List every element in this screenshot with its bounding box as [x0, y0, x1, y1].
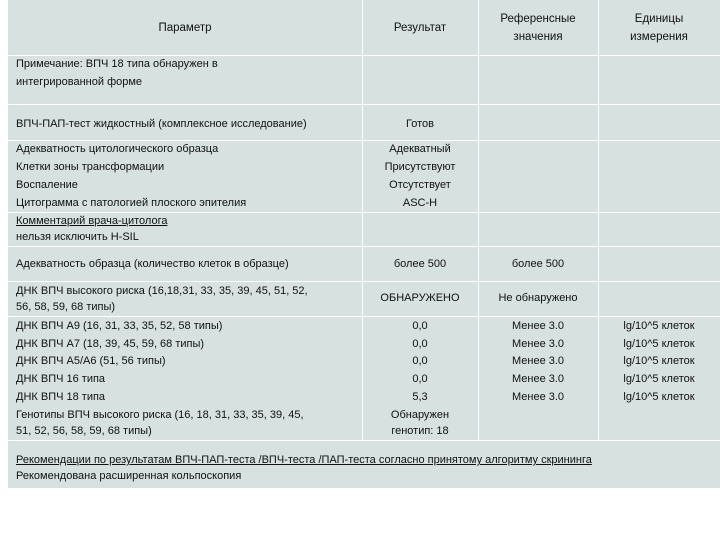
note-line-1: Примечание: ВПЧ 18 типа обнаружен в [16, 58, 218, 70]
hpv-row-unit: lg/10^5 клеток [623, 391, 695, 403]
genotypes-result: генотип: 18 [391, 425, 449, 437]
comment-title: Комментарий врача-цитолога [16, 215, 168, 227]
hpv-row-result: 0,0 [412, 373, 428, 385]
hpv-row-result: 0,0 [412, 338, 428, 350]
header-units: Единицы измерения [630, 13, 688, 43]
genotypes-param: Генотипы ВПЧ высокого риска (16, 18, 31, 33, 35, 39, 45, [16, 409, 304, 421]
cytology-param: Адекватность цитологического образца [16, 143, 219, 155]
adequacy-param: Адекватность образца (количество клеток в образце) [16, 258, 289, 270]
hpv-row-unit: lg/10^5 клеток [623, 338, 695, 350]
hpv-high-reference: Не обнаружено [498, 292, 578, 304]
hpv-row-param: ДНК ВПЧ 18 типа [16, 391, 106, 403]
hpv-row-result: 0,0 [412, 320, 428, 332]
genotypes-param: 51, 52, 56, 58, 59, 68 типы) [16, 425, 152, 437]
hpv-row-unit: lg/10^5 клеток [623, 355, 695, 367]
hpv-row-reference: Менее 3.0 [511, 355, 565, 367]
recommendations-heading: Рекомендации по результатам ВПЧ-ПАП-теста /ВПЧ-теста /ПАП-теста согласно принятому алгоритму скрининга [16, 454, 592, 466]
row-divider [8, 440, 720, 441]
cytology-result: Присутствуют [384, 161, 456, 173]
hpv-row-unit: lg/10^5 клеток [623, 373, 695, 385]
hpv-row-param: ДНК ВПЧ 16 типа [16, 373, 106, 385]
cytology-result: ASC-H [402, 197, 438, 209]
hpv-row-reference: Менее 3.0 [511, 391, 565, 403]
hpv-high-result: ОБНАРУЖЕНО [380, 292, 460, 304]
hpv-high-param: 56, 58, 59, 68 типы) [16, 301, 116, 313]
row-divider [8, 246, 720, 247]
note-line-2: интегрированной форме [16, 76, 143, 88]
hpv-high-param: ДНК ВПЧ высокого риска (16,18,31, 33, 35, 39, 45, 51, 52, [16, 285, 308, 297]
hpv-row-reference: Менее 3.0 [511, 373, 565, 385]
cytology-result: Отсутствует [389, 179, 451, 191]
cytology-param: Цитограмма с патологией плоского эпителия [16, 197, 247, 209]
cytology-param: Клетки зоны трансформации [16, 161, 165, 173]
hpv-row-param: ДНК ВПЧ А9 (16, 31, 33, 35, 52, 58 типы) [16, 320, 223, 332]
comment-text: нельзя исключить H-SIL [16, 231, 139, 243]
test-result: Готов [406, 118, 434, 130]
hpv-row-reference: Менее 3.0 [511, 338, 565, 350]
test-name: ВПЧ-ПАП-тест жидкостный (комплексное исследование) [16, 118, 307, 130]
adequacy-reference: более 500 [511, 258, 565, 270]
hpv-row-param: ДНК ВПЧ А5/А6 (51, 56 типы) [16, 355, 166, 367]
row-divider [8, 104, 720, 105]
hpv-row-reference: Менее 3.0 [511, 320, 565, 332]
header-param: Параметр [158, 22, 212, 34]
cytology-param: Воспаление [16, 179, 78, 191]
hpv-row-result: 0,0 [412, 355, 428, 367]
adequacy-result: более 500 [393, 258, 447, 270]
hpv-row-result: 5,3 [412, 391, 428, 403]
genotypes-result: Обнаружен [390, 409, 450, 421]
header-reference: Референсные значения [500, 13, 576, 43]
header-result: Результат [393, 22, 447, 34]
cytology-result: Адекватный [389, 143, 451, 155]
hpv-row-unit: lg/10^5 клеток [623, 320, 695, 332]
hpv-row-param: ДНК ВПЧ А7 (18, 39, 45, 59, 68 типы) [16, 338, 205, 350]
recommendations-text: Рекомендована расширенная кольпоскопия [16, 470, 242, 482]
